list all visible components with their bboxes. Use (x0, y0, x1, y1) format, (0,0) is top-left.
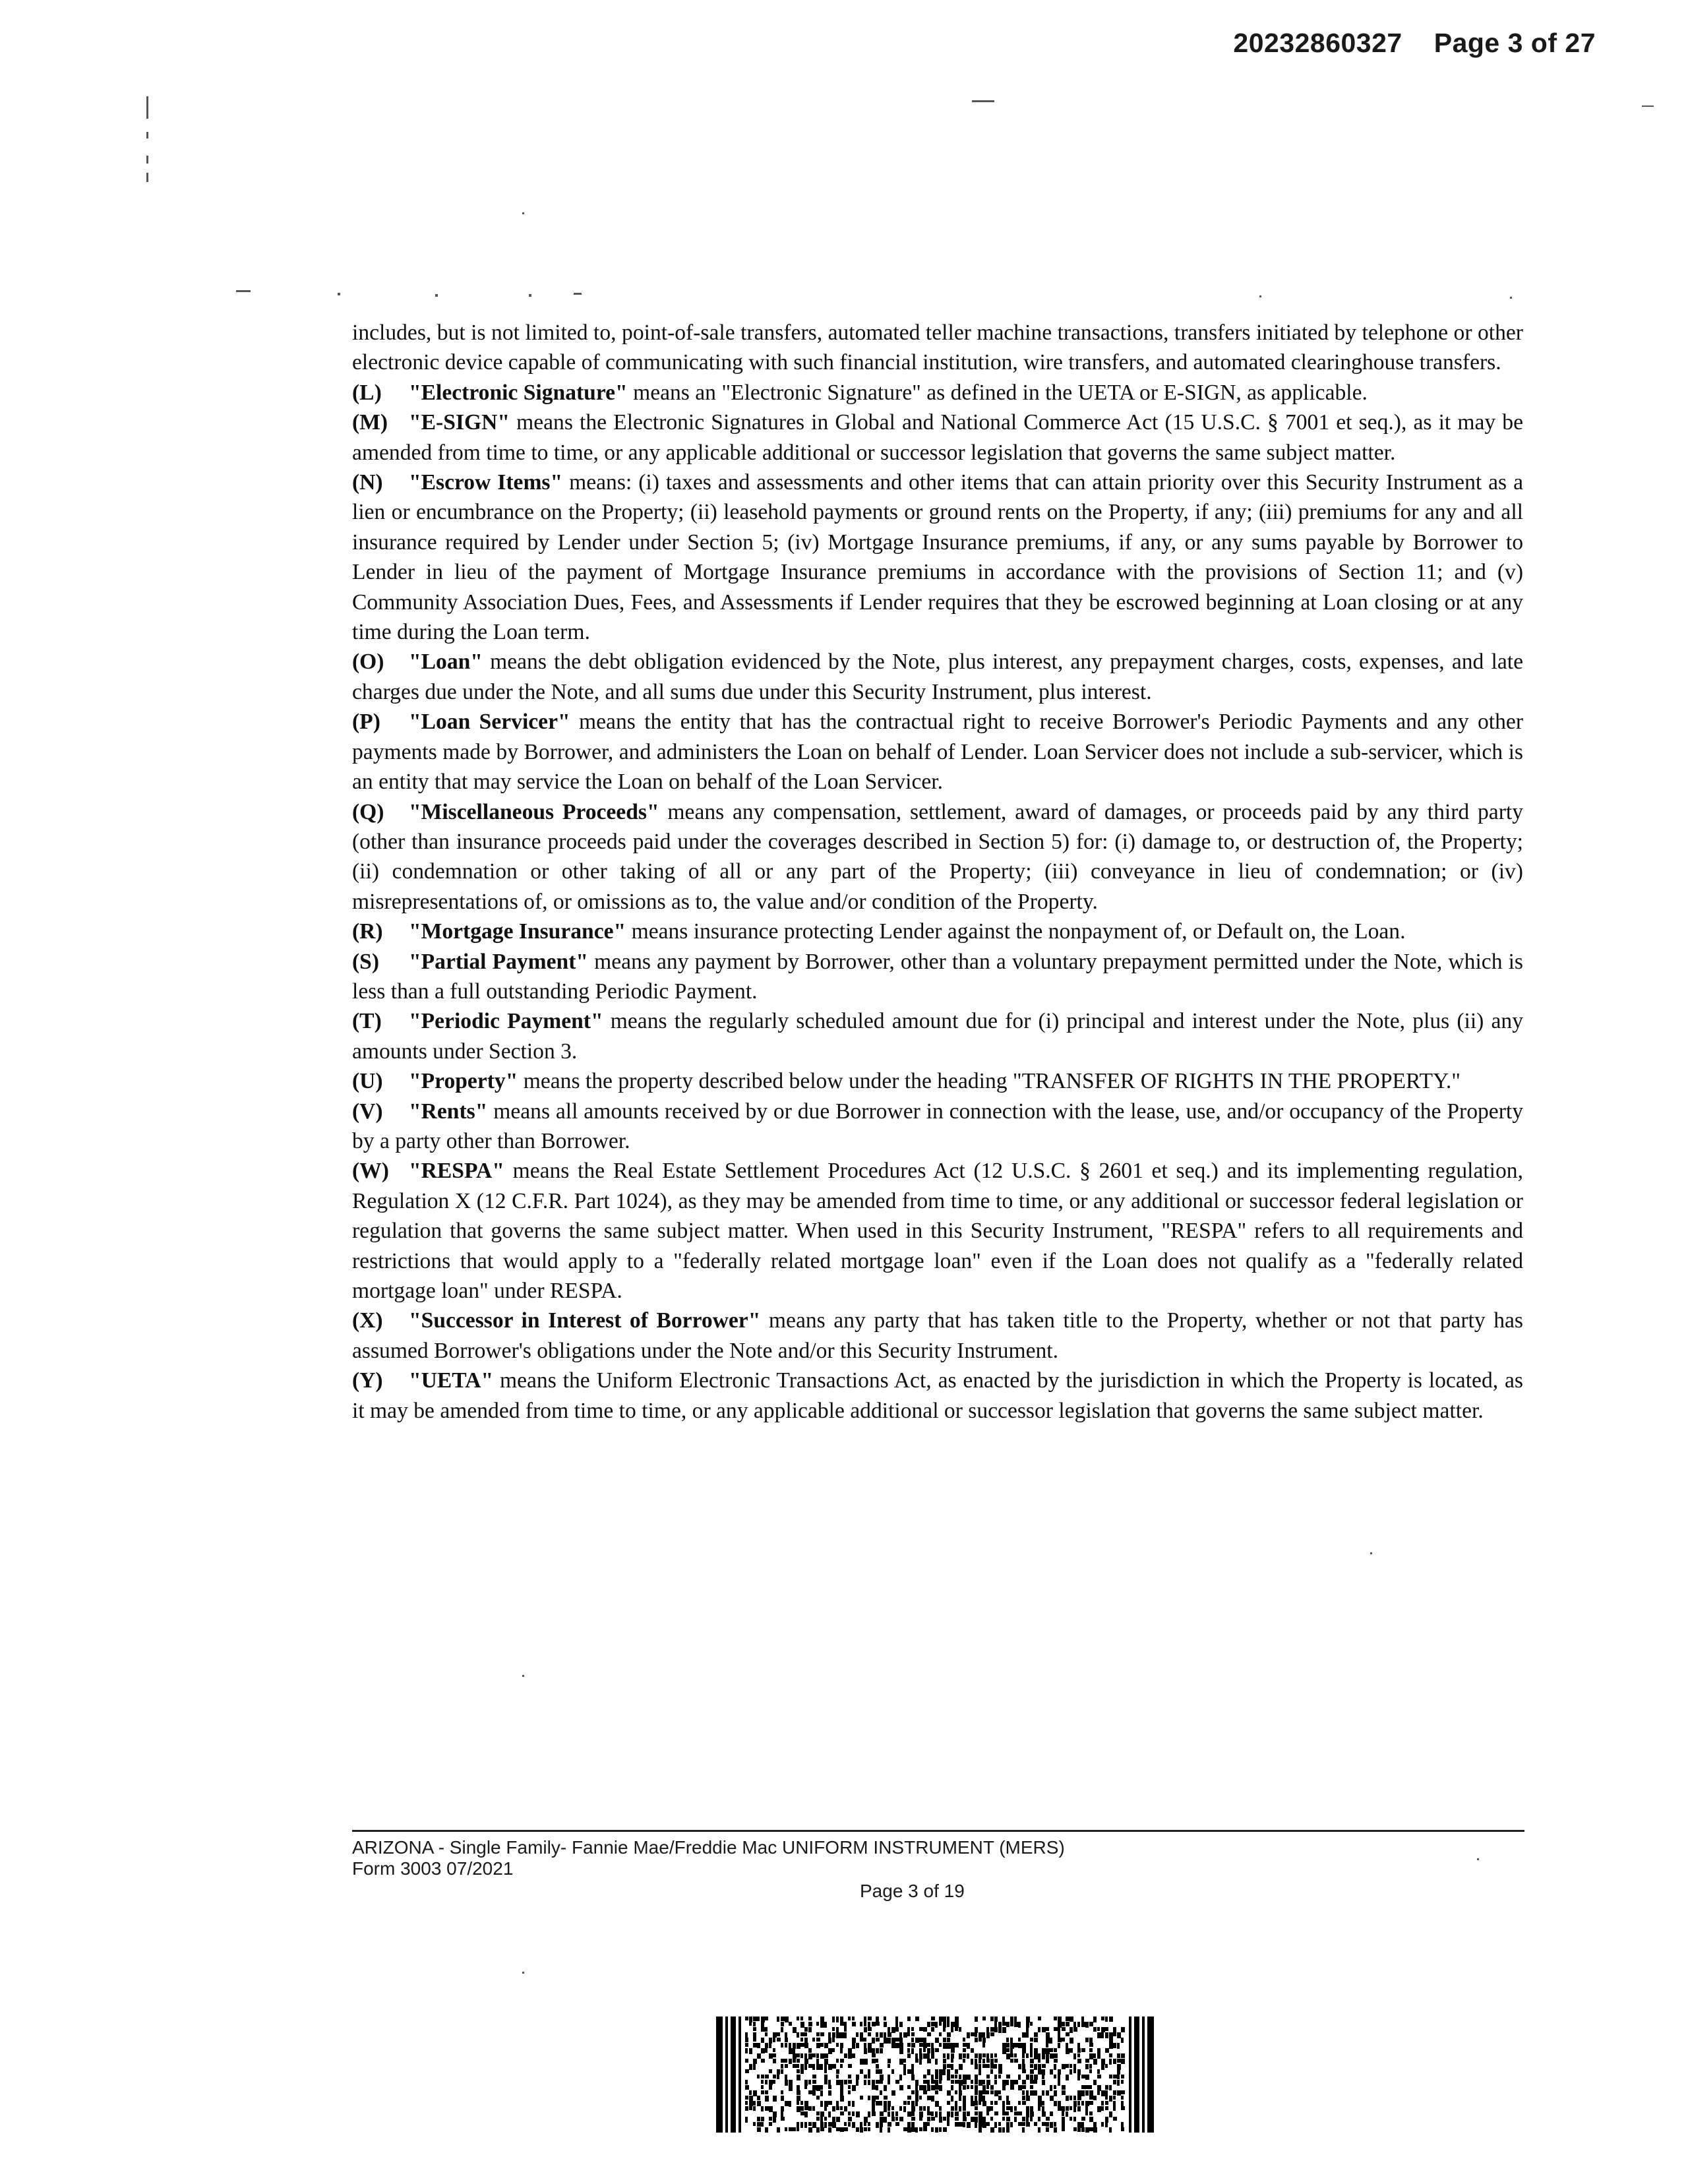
scan-mark (1259, 295, 1261, 297)
definition-term: "Loan" (409, 650, 483, 675)
definition-w (352, 1156, 1523, 1306)
definition-q (352, 797, 1523, 917)
definition-letter: (Y) (352, 1368, 383, 1393)
definition-text: means: (i) taxes and assessments and other items that can attain priority over this Security Instrument as a lien or encumbrance on the Property; (ii) leasehold payments or ground rents on the Property, if any; (iii) premiums for any and all insurance required by Lender under Section 5; (iv) Mortgage Insurance premiums, if any, or any sums payable by Borrower to Lender in lieu of the payment of Mortgage Insurance premiums in accordance with the provisions of Section 11; and (v) Community Association Dues, Fees, and Assessments if Lender requires that they be escrowed beginning at Loan closing or at any time during the Loan term. (352, 470, 1523, 645)
definition-term: "RESPA" (409, 1159, 504, 1184)
scan-mark (146, 132, 148, 138)
footer-divider (352, 1830, 1524, 1832)
definition-letter: (S) (352, 949, 380, 974)
scan-mark (435, 294, 438, 297)
intro-paragraph: includes, but is not limited to, point-of-sale transfers, automated teller machine transactions, transfers initiated by telephone or other electronic device capable of communicating with such financial institution, wire transfers, and automated clearinghouse transfers. (352, 320, 1523, 375)
definition-u (352, 1066, 1523, 1096)
definition-letter: (M) (352, 410, 388, 435)
definition-text: means an "Electronic Signature" as defined in the UETA or E-SIGN, as applicable. (627, 380, 1368, 405)
footer-form-number: Form 3003 07/2021 (352, 1858, 514, 1879)
definition-text: means the entity that has the contractual right to receive Borrower's Periodic Payments and any other payments made by Borrower, and administers the Loan on behalf of Lender. Loan Servicer does not include a sub-servicer, which is an entity that may service the Loan on behalf of the Loan Servicer. (352, 710, 1524, 795)
scan-mark (522, 1675, 524, 1677)
definition-letter: (Q) (352, 799, 384, 824)
record-page-label: Page 3 of 27 (1433, 28, 1596, 58)
scan-mark (1370, 1552, 1372, 1554)
definition-letter: (W) (352, 1159, 389, 1184)
definition-text: means any party that has taken title to the Property, whether or not that party has assumed Borrower's obligations under the Note and/or this Security Instrument. (352, 1308, 1524, 1363)
definition-letter: (P) (352, 710, 380, 735)
definition-term: "Escrow Items" (409, 470, 563, 495)
footer-page-number: Page 3 of 19 (860, 1881, 965, 1901)
definition-n (352, 468, 1523, 647)
scan-mark (338, 293, 340, 295)
barcode-image (716, 2017, 1154, 2133)
scan-mark (529, 294, 531, 297)
definition-text: means all amounts received by or due Borrower in connection with the lease, use, and/or occupancy of the Property by a party other than Borrower. (352, 1099, 1523, 1153)
definition-term: "Periodic Payment" (409, 1009, 603, 1034)
definition-letter: (U) (352, 1069, 383, 1094)
scan-mark (574, 293, 582, 295)
scan-mark (146, 173, 148, 182)
definition-term: "E-SIGN" (409, 410, 510, 435)
scan-mark (1510, 297, 1512, 299)
definition-term: "Electronic Signature" (409, 380, 628, 405)
definition-text: means the regularly scheduled amount due for (i) principal and interest under the Note, plus (ii) any amounts under Section 3. (352, 1009, 1524, 1064)
definition-m (352, 408, 1523, 468)
definition-text: means insurance protecting Lender against the nonpayment of, or Default on, the Loan. (626, 919, 1406, 944)
definition-r (352, 917, 1523, 946)
definition-term: "Partial Payment" (409, 949, 589, 974)
document-body (352, 318, 1523, 1426)
scan-mark (1642, 106, 1654, 107)
definition-text: means any compensation, settlement, award of damages, or proceeds paid by any third party (other than insurance proceeds paid under the coverages described in Section 5) for: (i) damage to, or destruction of, the Property; (ii) condemnation or other taking of all or any part of the Property; (iii) conveyance in lieu of condemnation; or (iv) misrepresentations of, or omissions as to, the value and/or condition of the Property. (352, 799, 1523, 914)
scan-mark (146, 96, 148, 119)
definition-letter: (T) (352, 1009, 382, 1034)
recording-header (1233, 28, 1596, 59)
definition-letter: (X) (352, 1308, 383, 1333)
definition-l (352, 378, 1523, 408)
definition-v (352, 1097, 1523, 1157)
definition-term: "Mortgage Insurance" (409, 919, 626, 944)
scan-mark (146, 156, 148, 164)
definition-term: "Miscellaneous Proceeds" (409, 799, 659, 824)
definition-text: means the Uniform Electronic Transactions Act, as enacted by the jurisdiction in which the Property is located, as it may be amended from time to time, or any applicable additional or successor legislation that governs the same subject matter. (352, 1368, 1523, 1423)
scan-mark (972, 100, 994, 102)
definition-text: means the Electronic Signatures in Global and National Commerce Act (15 U.S.C. § 7001 et seq.), as it may be amended from time to time, or any applicable additional or successor legislation that governs the same subject matter. (352, 410, 1523, 465)
definition-x (352, 1306, 1523, 1366)
definition-letter: (R) (352, 919, 383, 944)
definition-letter: (O) (352, 650, 384, 675)
scan-mark (236, 290, 251, 292)
definition-t (352, 1006, 1523, 1066)
scan-mark (1477, 1858, 1479, 1860)
definition-letter: (V) (352, 1099, 383, 1124)
definition-text: means any payment by Borrower, other than a voluntary prepayment permitted under the Note, which is less than a full outstanding Periodic Payment. (352, 949, 1523, 1004)
definition-s (352, 947, 1523, 1007)
definition-term: "UETA" (409, 1368, 494, 1393)
definition-letter: (L) (352, 380, 382, 405)
scan-mark (522, 1972, 524, 1974)
scan-mark (522, 212, 524, 214)
definition-p (352, 707, 1523, 797)
definition-y (352, 1366, 1523, 1426)
definition-term: "Rents" (409, 1099, 488, 1124)
definition-o (352, 647, 1523, 707)
record-number: 20232860327 (1233, 28, 1402, 58)
definition-term: "Property" (409, 1069, 518, 1094)
definition-text: means the debt obligation evidenced by the Note, plus interest, any prepayment charges, costs, expenses, and late charges due under the Note, and all sums due under this Security Instrument, plus interest. (352, 650, 1523, 704)
definition-text: means the Real Estate Settlement Procedures Act (12 U.S.C. § 2601 et seq.) and its implementing regulation, Regulation X (12 C.F.R. Part 1024), as they may be amended from time to time, or any additional or successor federal legislation or regulation that governs the same subject matter. When used in this Security Instrument, "RESPA" refers to all requirements and restrictions that would apply to a "federally related mortgage loan" even if the Loan does not qualify as a "federally related mortgage loan" under RESPA. (352, 1159, 1523, 1303)
definition-term: "Successor in Interest of Borrower" (409, 1308, 761, 1333)
definition-term: "Loan Servicer" (409, 710, 570, 735)
definition-letter: (N) (352, 470, 383, 495)
definition-text: means the property described below under the heading "TRANSFER OF RIGHTS IN THE PROPERTY." (518, 1069, 1461, 1094)
footer-form-title: ARIZONA - Single Family- Fannie Mae/Freddie Mac UNIFORM INSTRUMENT (MERS) (352, 1837, 1065, 1858)
